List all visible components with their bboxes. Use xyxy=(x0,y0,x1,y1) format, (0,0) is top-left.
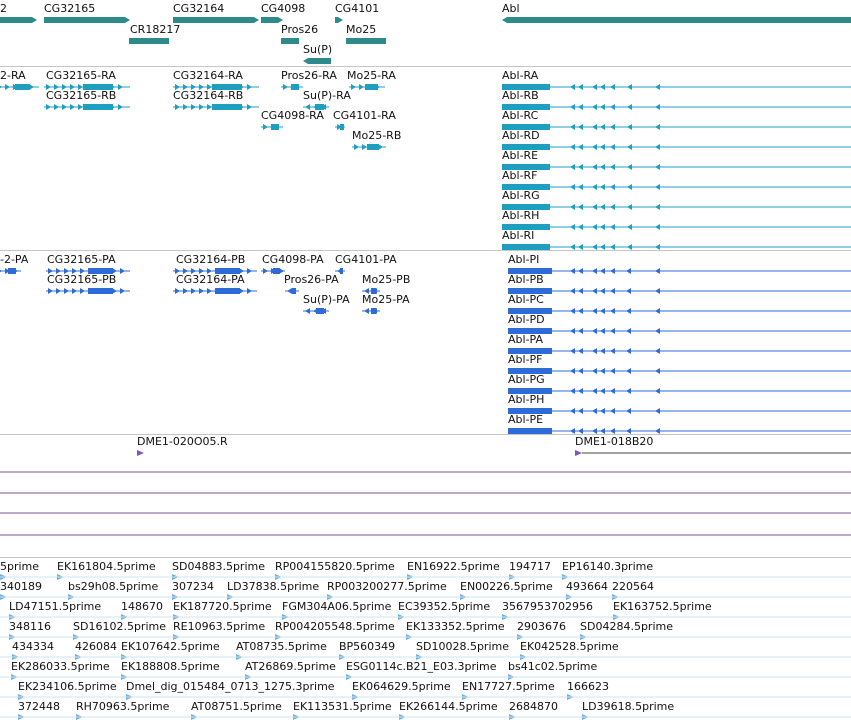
protein-label: CG32165-PA xyxy=(47,253,116,266)
est-label: bs41c02.5prime xyxy=(508,660,598,673)
est-label: RP004155820.5prime xyxy=(275,560,395,573)
protein-label: Abl-PE xyxy=(508,413,544,426)
transcript-feature[interactable] xyxy=(502,223,851,231)
est-label: ESG0114c.B21_E03.3prime xyxy=(346,660,497,673)
protein-label: CG4101-PA xyxy=(335,253,397,266)
est-label: EP16140.3prime xyxy=(562,560,654,573)
transcript-feature[interactable] xyxy=(502,243,851,250)
marker-label: DME1-020O05.R xyxy=(137,435,228,448)
transcript-label: Pros26-RA xyxy=(281,69,337,82)
protein-feature[interactable] xyxy=(508,267,851,275)
gene-feature[interactable] xyxy=(129,37,177,45)
marker-label: DME1-018B20 xyxy=(575,435,654,448)
protein-label: Abl-PF xyxy=(508,353,543,366)
est-label: 340189 xyxy=(0,580,42,593)
protein-feature[interactable] xyxy=(508,307,851,315)
transcript-label: CG4101-RA xyxy=(333,109,396,122)
gene-label: CR18217 xyxy=(130,23,181,36)
est-connector xyxy=(0,576,851,579)
gene-label: 2 xyxy=(0,2,7,15)
protein-feature[interactable] xyxy=(508,347,851,355)
est-label: 194717 xyxy=(509,560,551,573)
est-label: RE10963.5prime xyxy=(173,620,266,633)
gene-label: CG32164 xyxy=(173,2,225,15)
est-label: EN00226.5prime xyxy=(460,580,553,593)
protein-label: CG32165-PB xyxy=(47,273,117,286)
protein-feature[interactable] xyxy=(508,387,851,395)
transcript-feature[interactable] xyxy=(502,203,851,211)
protein-label: Abl-PH xyxy=(508,393,545,406)
est-label: BP560349 xyxy=(339,640,396,653)
est-label: 2684870 xyxy=(509,700,558,713)
transcript-feature[interactable] xyxy=(173,103,265,111)
transcript-label: CG32164-RA xyxy=(173,69,243,82)
est-label: EK042528.5prime xyxy=(520,640,619,653)
est-label: SD10028.5prime xyxy=(416,640,509,653)
transcript-label: Abl-RA xyxy=(502,69,539,82)
est-label: EK107642.5prime xyxy=(121,640,220,653)
est-label: 307234 xyxy=(172,580,214,593)
est-label: 166623 xyxy=(567,680,609,693)
protein-feature[interactable] xyxy=(46,287,136,295)
transcript-feature[interactable] xyxy=(502,143,851,151)
gene-label: CG32165 xyxy=(44,2,96,15)
est-label: FGM304A06.5prime xyxy=(282,600,392,613)
est-connector xyxy=(0,596,851,599)
protein-label: Abl-PD xyxy=(508,313,545,326)
gene-label: CG4101 xyxy=(335,2,380,15)
est-label: 434334 xyxy=(12,640,54,653)
transcript-feature[interactable] xyxy=(349,83,391,91)
est-label: EK064629.5prime xyxy=(352,680,451,693)
protein-label: Mo25-PB xyxy=(362,273,411,286)
est-connector xyxy=(0,636,851,639)
protein-label: Abl-PI xyxy=(508,253,540,266)
protein-feature[interactable] xyxy=(508,367,851,375)
protein-label: Abl-PG xyxy=(508,373,545,386)
est-label: LD37838.5prime xyxy=(227,580,320,593)
transcript-label: Mo25-RB xyxy=(352,129,402,142)
gene-label: CG4098 xyxy=(261,2,306,15)
transcript-label: Abl-RD xyxy=(502,129,540,142)
transcript-feature[interactable] xyxy=(502,103,851,111)
protein-label: Abl-PC xyxy=(508,293,544,306)
gene-feature[interactable] xyxy=(346,37,394,45)
protein-label: -2-PA xyxy=(0,253,29,266)
gene-label: Mo25 xyxy=(346,23,377,36)
est-label: AT26869.5prime xyxy=(245,660,336,673)
est-connector xyxy=(0,656,851,659)
protein-feature[interactable] xyxy=(173,287,263,295)
est-label: SD16102.5prime xyxy=(73,620,166,633)
transcript-track xyxy=(0,67,851,250)
gene-feature[interactable] xyxy=(502,16,851,24)
transcript-label: Abl-RG xyxy=(502,189,540,202)
est-label: EK133352.5prime xyxy=(406,620,505,633)
transcript-feature[interactable] xyxy=(261,123,289,131)
est-label: RP004205548.5prime xyxy=(275,620,395,633)
protein-label: Mo25-PA xyxy=(362,293,410,306)
protein-feature[interactable] xyxy=(362,307,386,315)
transcript-label: Abl-RE xyxy=(502,149,539,162)
est-label: LD47151.5prime xyxy=(9,600,102,613)
gene-feature[interactable] xyxy=(173,16,267,24)
transcript-label: CG32165-RA xyxy=(46,69,116,82)
est-label: EK266144.5prime xyxy=(399,700,498,713)
protein-track xyxy=(0,251,851,434)
protein-label: CG32164-PA xyxy=(176,273,245,286)
transcript-label: 2-RA xyxy=(0,69,26,82)
transcript-label: CG32165-RB xyxy=(46,89,117,102)
gene-label: Su(P) xyxy=(303,43,333,56)
transcript-feature[interactable] xyxy=(502,163,851,171)
protein-feature[interactable] xyxy=(508,287,851,295)
est-connector xyxy=(0,716,851,719)
est-label: SD04284.5prime xyxy=(580,620,673,633)
gene-label: Pros26 xyxy=(281,23,319,36)
transcript-label: Mo25-RA xyxy=(347,69,396,82)
alignment-lines-track xyxy=(0,465,851,545)
est-label: 348116 xyxy=(9,620,51,633)
transcript-feature[interactable] xyxy=(335,123,351,131)
est-label: EC39352.5prime xyxy=(398,600,491,613)
est-label: EK113531.5prime xyxy=(293,700,392,713)
transcript-feature[interactable] xyxy=(502,83,851,91)
est-label: 372448 xyxy=(18,700,60,713)
est-label: AT08751.5prime xyxy=(191,700,282,713)
protein-label: CG4098-PA xyxy=(262,253,324,266)
transcript-feature[interactable] xyxy=(0,83,45,91)
est-label: 3567953702956 xyxy=(502,600,593,613)
transcript-feature[interactable] xyxy=(44,103,136,111)
est-label: 148670 xyxy=(121,600,163,613)
est-label: EK286033.5prime xyxy=(11,660,110,673)
est-label: EN17727.5prime xyxy=(462,680,555,693)
transcript-label: Su(P)-RA xyxy=(303,89,351,102)
gene-feature[interactable] xyxy=(0,16,45,24)
gene-feature[interactable] xyxy=(303,57,339,65)
protein-feature[interactable] xyxy=(285,287,305,295)
est-label: 426084 xyxy=(75,640,117,653)
est-label: AT08735.5prime xyxy=(236,640,327,653)
gene-feature[interactable] xyxy=(44,16,138,24)
est-label: SD04883.5prime xyxy=(172,560,265,573)
transcript-label: CG32164-RB xyxy=(173,89,244,102)
protein-label: Su(P)-PA xyxy=(303,293,350,306)
est-connector xyxy=(0,696,851,699)
marker-feature[interactable] xyxy=(137,449,147,457)
transcript-feature[interactable] xyxy=(502,183,851,191)
transcript-label: Abl-RC xyxy=(502,109,539,122)
est-label: EK187720.5prime xyxy=(173,600,272,613)
est-connector xyxy=(0,616,851,619)
protein-feature[interactable] xyxy=(303,307,335,315)
protein-label: Abl-PB xyxy=(508,273,544,286)
transcript-feature[interactable] xyxy=(502,123,851,131)
transcript-label: CG4098-RA xyxy=(261,109,324,122)
est-label: 493664 xyxy=(566,580,608,593)
protein-feature[interactable] xyxy=(508,327,851,335)
est-track xyxy=(0,558,851,722)
est-label: RP003200277.5prime xyxy=(327,580,447,593)
est-label: RH70963.5prime xyxy=(76,700,170,713)
est-label: bs29h08.5prime xyxy=(68,580,159,593)
alignment-lines xyxy=(0,465,851,545)
gene-track xyxy=(0,0,851,66)
est-label: EK234106.5prime xyxy=(18,680,117,693)
est-label: EK188808.5prime xyxy=(121,660,220,673)
marker-feature[interactable] xyxy=(575,449,851,457)
est-label: EN16922.5prime xyxy=(407,560,500,573)
transcript-label: Abl-RH xyxy=(502,209,540,222)
protein-feature[interactable] xyxy=(508,407,851,415)
est-connector xyxy=(0,676,851,679)
est-label: 5prime xyxy=(0,560,40,573)
transcript-feature[interactable] xyxy=(352,143,392,151)
transcript-label: Abl-RB xyxy=(502,89,539,102)
protein-label: CG32164-PB xyxy=(176,253,246,266)
est-label: EK161804.5prime xyxy=(57,560,156,573)
est-label: 2903676 xyxy=(517,620,566,633)
protein-feature[interactable] xyxy=(508,427,851,434)
est-label: LD39618.5prime xyxy=(582,700,675,713)
est-label: 220564 xyxy=(612,580,654,593)
gene-label: Abl xyxy=(502,2,520,15)
protein-label: Pros26-PA xyxy=(284,273,339,286)
marker-track xyxy=(0,435,851,465)
protein-label: Abl-PA xyxy=(508,333,543,346)
transcript-label: Abl-RI xyxy=(502,229,535,242)
protein-feature[interactable] xyxy=(0,267,27,275)
transcript-label: Abl-RF xyxy=(502,169,538,182)
est-label: Dmel_dig_015484_0713_1275.3prime xyxy=(126,680,335,693)
est-label: EK163752.5prime xyxy=(613,600,712,613)
